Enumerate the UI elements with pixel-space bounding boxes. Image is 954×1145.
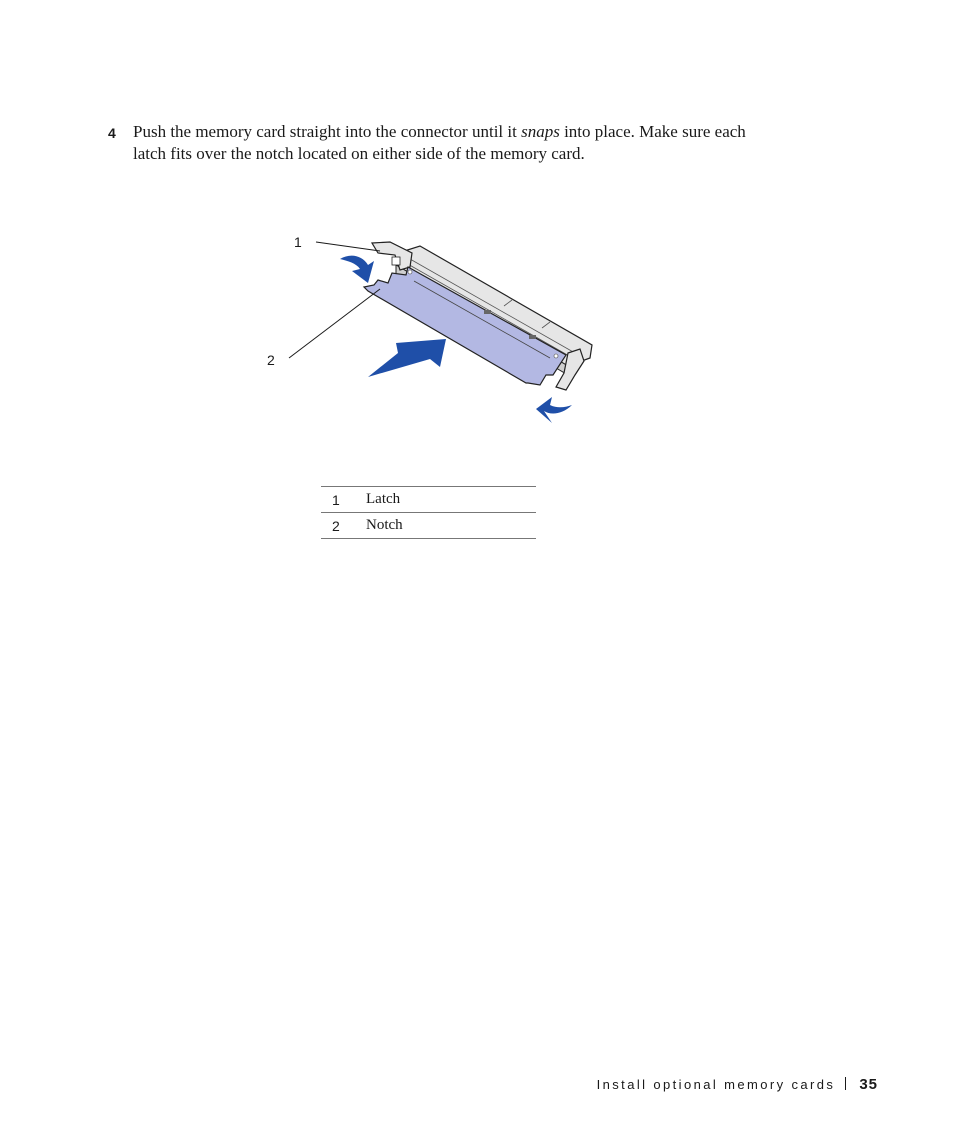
page-number: 35 — [859, 1076, 878, 1093]
step-number: 4 — [108, 125, 116, 141]
page-footer — [597, 1076, 878, 1093]
insert-arrow — [368, 339, 446, 377]
latch-arrow-top — [340, 256, 374, 283]
step-text-start: Push the memory card straight into the connector until it — [133, 122, 522, 141]
legend-number: 2 — [321, 513, 366, 539]
callout-1: 1 — [294, 234, 302, 250]
step-text-emphasis: snaps — [521, 122, 560, 141]
footer-section-title: Install optional memory cards — [596, 1077, 836, 1092]
legend-number: 1 — [321, 487, 366, 513]
callout-2: 2 — [267, 352, 275, 368]
memory-card-illustration — [250, 225, 610, 435]
legend-label: Latch — [366, 487, 536, 513]
callout-legend — [321, 486, 536, 539]
callout-1-leader — [316, 242, 380, 251]
footer-divider — [845, 1077, 846, 1090]
step-text — [133, 121, 773, 165]
legend-label: Notch — [366, 513, 536, 539]
callout-2-leader — [289, 289, 380, 358]
legend-row — [321, 487, 536, 513]
legend-row — [321, 513, 536, 539]
step-text-end: into place. Make sure each latch fits over the notch located on either side of the memory card. — [133, 122, 746, 163]
latch-arrow-bottom — [536, 397, 572, 423]
latch-left — [372, 242, 412, 270]
